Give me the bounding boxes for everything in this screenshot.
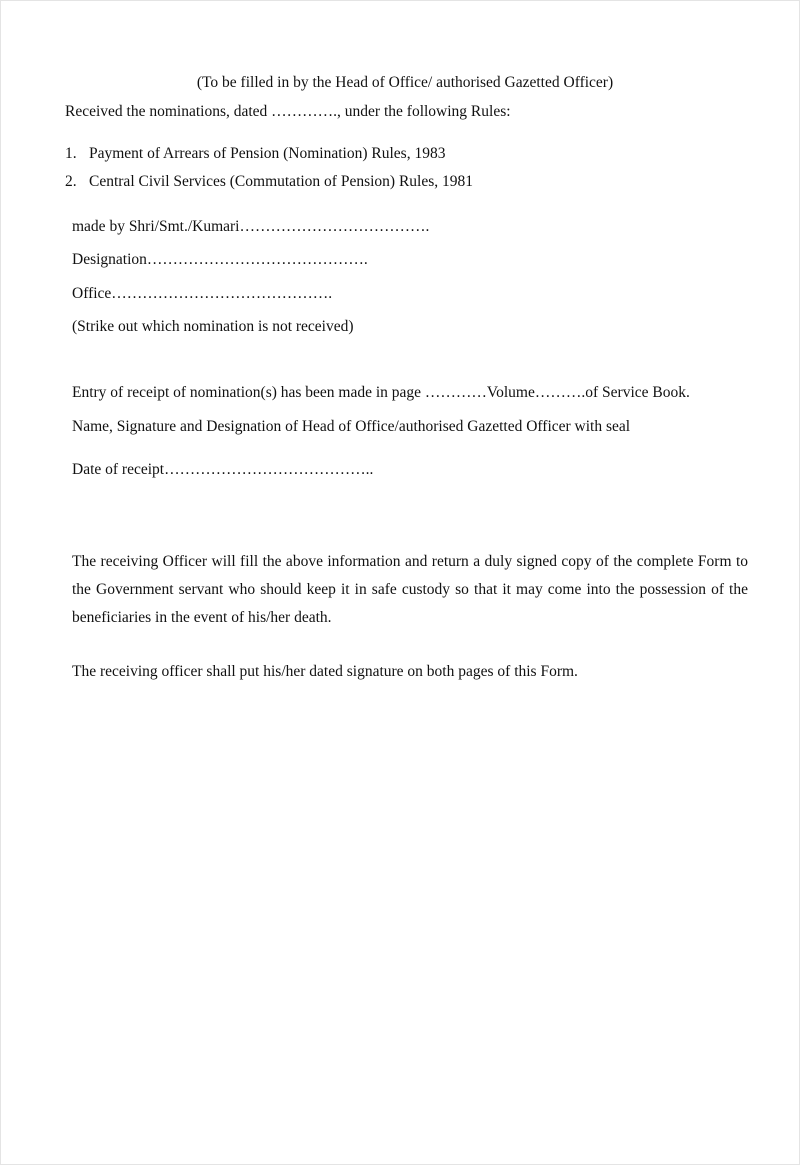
signature-designation-line: Name, Signature and Designation of Head of Office/authorised Gazetted Officer with seal [72,418,631,435]
rule-text: Payment of Arrears of Pension (Nomination) Rules, 1983 [89,145,446,162]
designation-field: Designation……………………………………. [72,251,368,268]
rule-item-1 [65,144,445,164]
instruction-paragraph-1: The receiving Officer will fill the above information and return a duly signed copy of the complete Form to the Government servant who should keep it in safe custody so that it may come into the possession of the beneficiaries in the event of his/her death. [72,553,748,626]
rule-item-2 [65,172,473,192]
received-nominations-line: Received the nominations, dated …………., under the following Rules: [65,103,511,120]
office-field: Office……………………………………. [72,285,333,302]
rule-text: Central Civil Services (Commutation of Pension) Rules, 1981 [89,173,474,190]
instruction-paragraph-2: The receiving officer shall put his/her dated signature on both pages of this Form. [72,663,578,680]
entry-of-receipt-line: Entry of receipt of nomination(s) has been made in page …………Volume……….of Service Book. [72,384,690,401]
rule-number: 2. [65,173,77,190]
date-of-receipt-field: Date of receipt………………………………….. [72,461,374,478]
strike-out-note: (Strike out which nomination is not received) [72,318,354,335]
rule-number: 1. [65,145,77,162]
form-heading: (To be filled in by the Head of Office/ authorised Gazetted Officer) [196,74,614,91]
made-by-field: made by Shri/Smt./Kumari………………………………. [72,218,430,235]
